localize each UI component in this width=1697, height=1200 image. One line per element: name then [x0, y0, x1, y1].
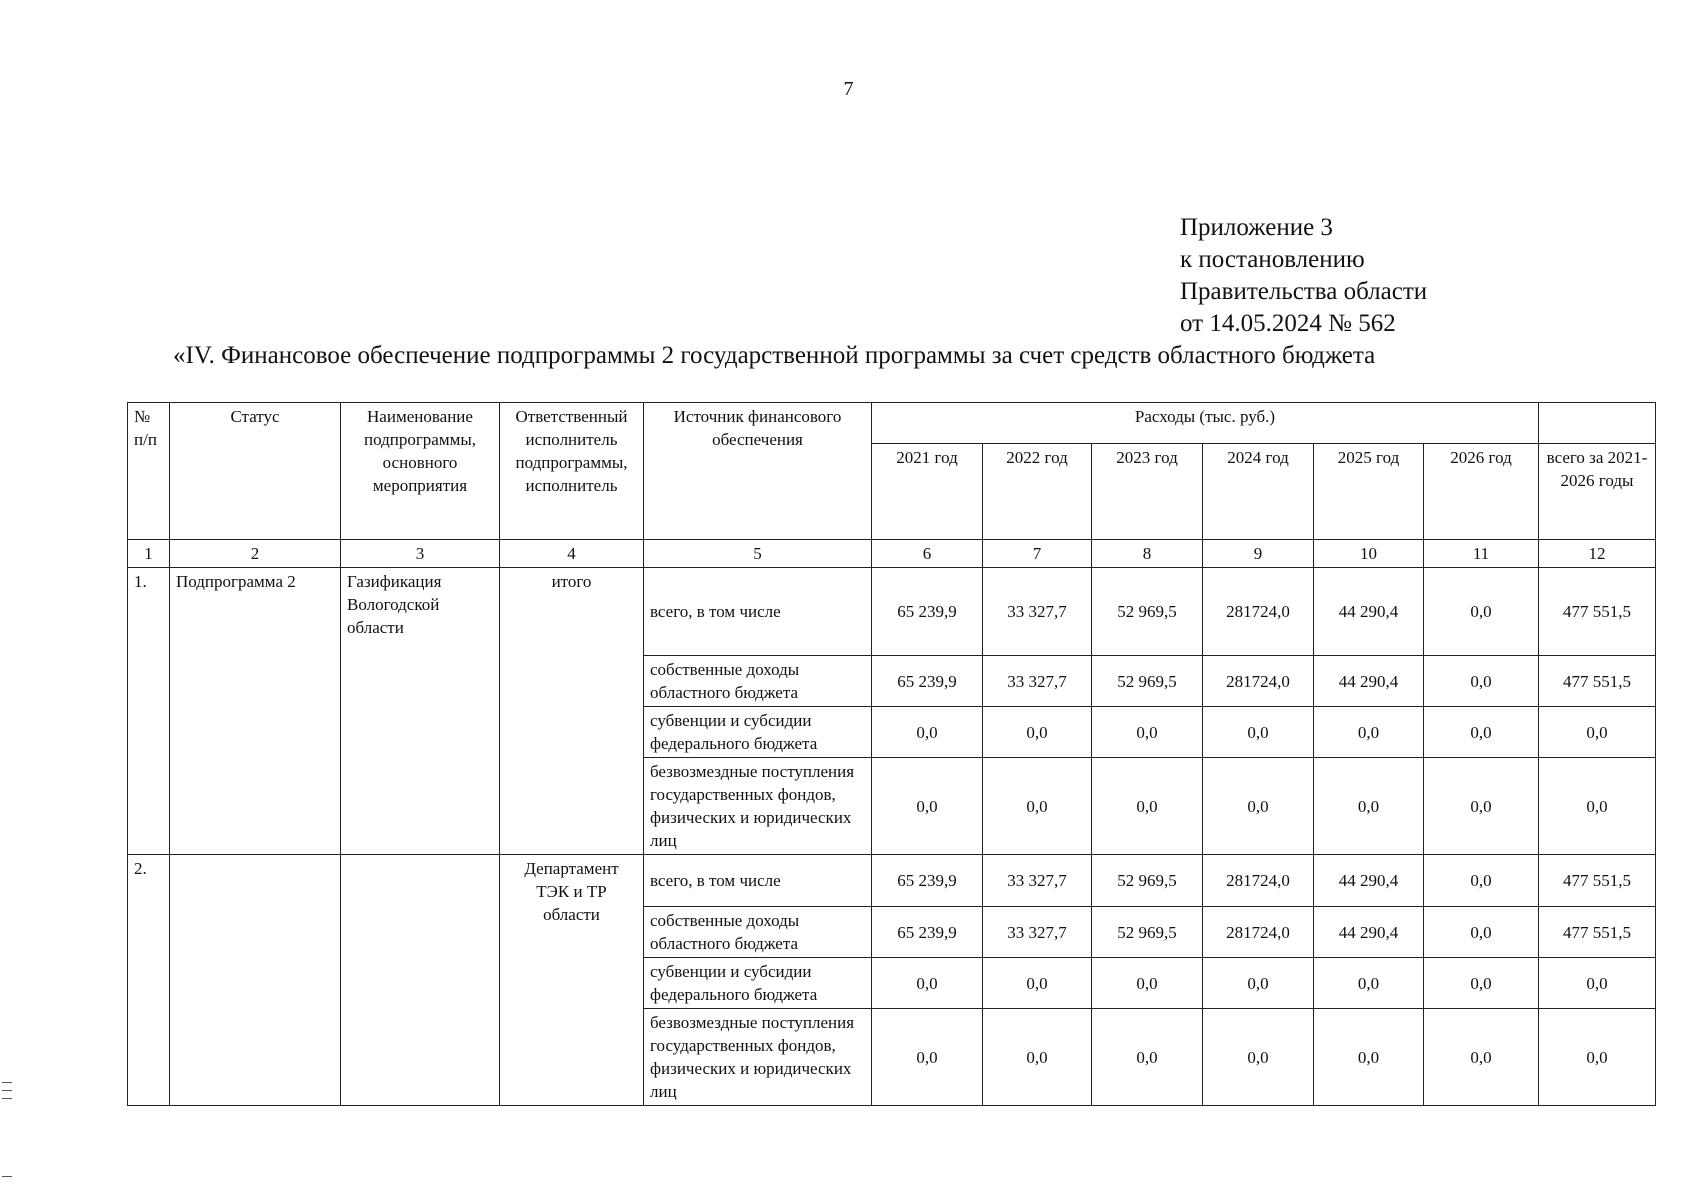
value-cell: 0,0: [1424, 707, 1539, 758]
column-number: 7: [983, 540, 1092, 568]
row-source: безвозмездные поступления государственных фондов, физических и юридических лиц: [644, 1009, 872, 1106]
header-source-text: Источник финансового обеспечения: [673, 407, 842, 449]
header-year: 2025 год: [1314, 444, 1424, 540]
row-executor: итого: [500, 568, 644, 855]
value-cell: 0,0: [1092, 1009, 1203, 1106]
header-source: [644, 403, 872, 540]
column-number: 6: [872, 540, 983, 568]
value-cell: 52 969,5: [1092, 907, 1203, 958]
value-cell: 477 551,5: [1539, 568, 1656, 656]
value-cell: 44 290,4: [1314, 855, 1424, 907]
scan-margin-mark: [2, 1082, 12, 1083]
value-cell: 33 327,7: [983, 656, 1092, 707]
appendix-line: Правительства области: [1180, 278, 1428, 305]
row-executor: Департамент ТЭК и ТР области: [500, 855, 644, 1106]
header-year: 2021 год: [872, 444, 983, 540]
value-cell: 65 239,9: [872, 907, 983, 958]
value-cell: 65 239,9: [872, 656, 983, 707]
value-cell: 0,0: [983, 758, 1092, 855]
row-name: Газификация Вологодской области: [341, 568, 500, 855]
value-cell: 0,0: [1314, 758, 1424, 855]
value-cell: 0,0: [1539, 758, 1656, 855]
value-cell: 0,0: [1424, 758, 1539, 855]
value-cell: 33 327,7: [983, 855, 1092, 907]
value-cell: 33 327,7: [983, 907, 1092, 958]
section-title: «IV. Финансовое обеспечение подпрограммы 2 государственной программы за счет средств областного бюджета: [173, 342, 1376, 369]
column-number: 3: [341, 540, 500, 568]
column-number: 11: [1424, 540, 1539, 568]
value-cell: 52 969,5: [1092, 568, 1203, 656]
value-cell: 0,0: [983, 707, 1092, 758]
page-number: 7: [843, 78, 854, 100]
appendix-line: Приложение 3: [1180, 214, 1333, 241]
value-cell: 65 239,9: [872, 855, 983, 907]
value-cell: 33 327,7: [983, 568, 1092, 656]
header-num-text: № п/п: [134, 407, 157, 449]
header-status-text: Статус: [230, 407, 280, 426]
row-name: [341, 855, 500, 1106]
value-cell: 0,0: [1424, 656, 1539, 707]
column-number: 2: [170, 540, 341, 568]
value-cell: 477 551,5: [1539, 656, 1656, 707]
column-number-row: [128, 540, 1656, 568]
scan-margin-mark: [2, 1098, 12, 1099]
value-cell: 65 239,9: [872, 568, 983, 656]
row-source: субвенции и субсидии федерального бюджета: [644, 707, 872, 758]
header-status: [170, 403, 341, 540]
row-source: безвозмездные поступления государственных фондов, физических и юридических лиц: [644, 758, 872, 855]
header-name-text: Наименование подпрограммы, основного мероприятия: [363, 407, 477, 495]
scan-margin-mark: [2, 1090, 12, 1091]
value-cell: 0,0: [1539, 707, 1656, 758]
value-cell: 0,0: [1424, 958, 1539, 1009]
value-cell: 0,0: [1424, 855, 1539, 907]
value-cell: 281724,0: [1203, 855, 1314, 907]
value-cell: 0,0: [872, 758, 983, 855]
value-cell: 52 969,5: [1092, 855, 1203, 907]
value-cell: 0,0: [983, 1009, 1092, 1106]
value-cell: 0,0: [983, 958, 1092, 1009]
value-cell: 0,0: [1092, 958, 1203, 1009]
financing-table: [127, 402, 1656, 1106]
value-cell: 0,0: [1203, 758, 1314, 855]
value-cell: 0,0: [872, 958, 983, 1009]
header-year: 2023 год: [1092, 444, 1203, 540]
column-number: 9: [1203, 540, 1314, 568]
row-status: Подпрограмма 2: [170, 568, 341, 855]
value-cell: 281724,0: [1203, 656, 1314, 707]
header-year: 2022 год: [983, 444, 1092, 540]
value-cell: 281724,0: [1203, 907, 1314, 958]
appendix-block: [1180, 212, 1427, 340]
value-cell: 0,0: [1314, 707, 1424, 758]
row-num: 2.: [128, 855, 170, 1106]
header-name: [341, 403, 500, 540]
row-source: собственные доходы областного бюджета: [644, 907, 872, 958]
appendix-line: к постановлению: [1180, 246, 1365, 273]
column-number: 8: [1092, 540, 1203, 568]
column-number: 12: [1539, 540, 1656, 568]
scan-margin-mark: [2, 1176, 12, 1177]
value-cell: 0,0: [1203, 1009, 1314, 1106]
row-source: всего, в том числе: [644, 568, 872, 656]
header-row: [128, 403, 1656, 444]
row-source: собственные доходы областного бюджета: [644, 656, 872, 707]
value-cell: 0,0: [1424, 907, 1539, 958]
column-number: 5: [644, 540, 872, 568]
header-executor: [500, 403, 644, 540]
value-cell: 0,0: [1203, 707, 1314, 758]
value-cell: 0,0: [1424, 568, 1539, 656]
value-cell: 477 551,5: [1539, 907, 1656, 958]
appendix-line: от 14.05.2024 № 562: [1180, 310, 1396, 337]
value-cell: 44 290,4: [1314, 907, 1424, 958]
row-num: 1.: [128, 568, 170, 855]
value-cell: 44 290,4: [1314, 656, 1424, 707]
column-number: 10: [1314, 540, 1424, 568]
header-num: [128, 403, 170, 540]
header-total: всего за 2021-2026 годы: [1539, 444, 1656, 540]
value-cell: 0,0: [1539, 958, 1656, 1009]
value-cell: 0,0: [1092, 758, 1203, 855]
value-cell: 0,0: [872, 1009, 983, 1106]
header-executor-text: Ответственный исполнитель подпрограммы, исполнитель: [515, 407, 628, 495]
value-cell: 52 969,5: [1092, 656, 1203, 707]
table-row: [128, 568, 1656, 656]
header-year: 2026 год: [1424, 444, 1539, 540]
header-empty: [1539, 403, 1656, 444]
row-source: субвенции и субсидии федерального бюджета: [644, 958, 872, 1009]
row-status: [170, 855, 341, 1106]
column-number: 1: [128, 540, 170, 568]
value-cell: 0,0: [1203, 958, 1314, 1009]
header-expenses: [872, 403, 1539, 444]
value-cell: 0,0: [1424, 1009, 1539, 1106]
value-cell: 0,0: [1092, 707, 1203, 758]
row-source: всего, в том числе: [644, 855, 872, 907]
value-cell: 477 551,5: [1539, 855, 1656, 907]
header-year: 2024 год: [1203, 444, 1314, 540]
value-cell: 0,0: [1314, 1009, 1424, 1106]
header-expenses-text: Расходы (тыс. руб.): [1134, 407, 1276, 426]
value-cell: 0,0: [1314, 958, 1424, 1009]
value-cell: 44 290,4: [1314, 568, 1424, 656]
column-number: 4: [500, 540, 644, 568]
value-cell: 0,0: [872, 707, 983, 758]
value-cell: 281724,0: [1203, 568, 1314, 656]
table-row: [128, 855, 1656, 907]
value-cell: 0,0: [1539, 1009, 1656, 1106]
